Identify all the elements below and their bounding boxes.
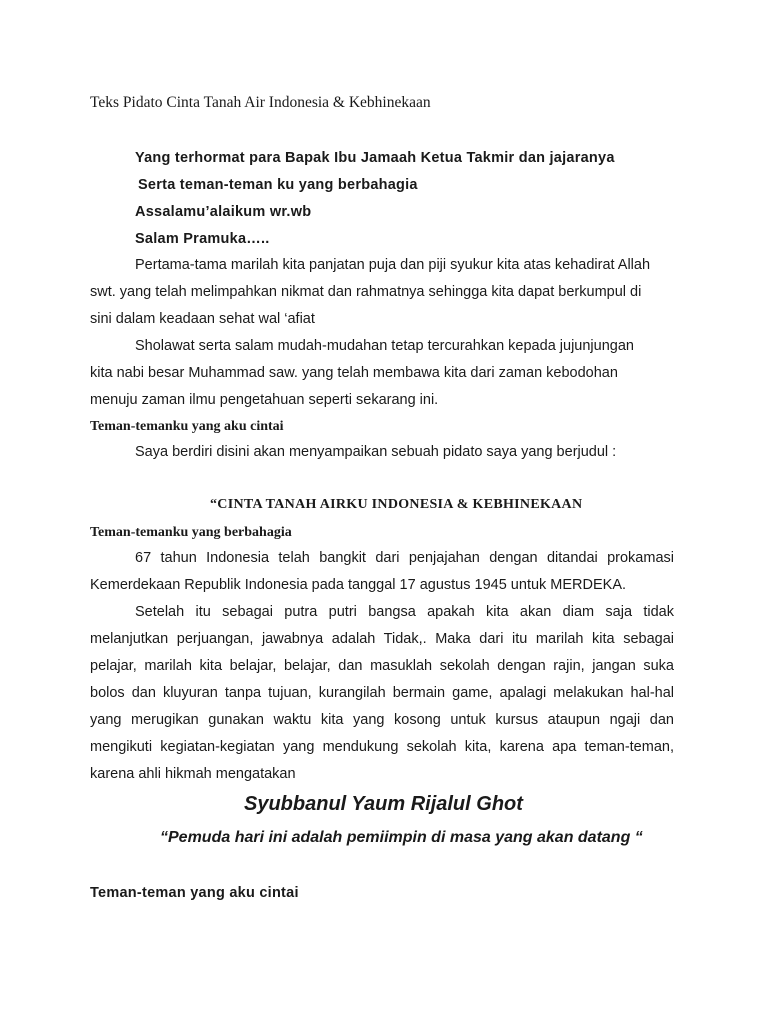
paragraph-line: melanjutkan perjuangan, jawabnya adalah Tidak,. Maka dari itu marilah kita sebagai	[90, 631, 674, 647]
paragraph-line: 67 tahun Indonesia telah bangkit dari penjajahan dengan ditandai prokamasi	[135, 550, 674, 566]
translation-quote: “Pemuda hari ini adalah pemiimpin di masa yang akan datang “	[160, 829, 643, 846]
greeting-line: Assalamu’alaikum wr.wb	[135, 204, 312, 220]
paragraph-line: Pertama-tama marilah kita panjatan puja dan piji syukur kita atas kehadirat Allah	[135, 257, 651, 273]
arabic-phrase: Syubbanul Yaum Rijalul Ghot	[244, 793, 523, 815]
paragraph-line: kita nabi besar Muhammad saw. yang telah membawa kita dari zaman kebodohan	[90, 365, 618, 381]
paragraph-line: menuju zaman ilmu pengetahuan seperti sekarang ini.	[90, 392, 439, 408]
section-heading: Teman-temanku yang aku cintai	[90, 419, 284, 434]
greeting-line: Salam Pramuka…..	[135, 231, 270, 247]
paragraph-line: Setelah itu sebagai putra putri bangsa apakah kita akan diam saja tidak	[135, 604, 674, 620]
greeting-line: Serta teman-teman ku yang berbahagia	[138, 177, 418, 193]
paragraph-line: pelajar, marilah kita belajar, belajar, dan masuklah sekolah dengan rajin, jangan suka	[90, 658, 674, 674]
speech-title: “CINTA TANAH AIRKU INDONESIA & KEBHINEKAAN	[210, 497, 583, 512]
paragraph-line: mengikuti kegiatan-kegiatan yang mendukung sekolah kita, karena apa teman-teman,	[90, 739, 674, 755]
greeting-line: Yang terhormat para Bapak Ibu Jamaah Ketua Takmir dan jajaranya	[135, 150, 615, 166]
paragraph-line: Sholawat serta salam mudah-mudahan tetap tercurahkan kepada jujunjungan	[135, 338, 634, 354]
section-heading: Teman-teman yang aku cintai	[90, 885, 299, 901]
section-heading: Teman-temanku yang berbahagia	[90, 525, 292, 540]
paragraph-line: Saya berdiri disini akan menyampaikan sebuah pidato saya yang berjudul :	[135, 444, 617, 460]
paragraph-line: karena ahli hikmah mengatakan	[90, 766, 296, 782]
paragraph-line: swt. yang telah melimpahkan nikmat dan rahmatnya sehingga kita dapat berkumpul di	[90, 284, 642, 300]
document-title: Teks Pidato Cinta Tanah Air Indonesia & Kebhinekaan	[90, 94, 431, 111]
paragraph-line: yang merugikan gunakan waktu kita yang kosong untuk kursus ataupun ngaji dan	[90, 712, 674, 728]
paragraph-line: bolos dan kluyuran tanpa tujuan, kurangilah bermain game, apalagi melakukan hal-hal	[90, 685, 674, 701]
paragraph-line: Kemerdekaan Republik Indonesia pada tanggal 17 agustus 1945 untuk MERDEKA.	[90, 577, 627, 593]
paragraph-line: sini dalam keadaan sehat wal ‘afiat	[90, 311, 315, 327]
